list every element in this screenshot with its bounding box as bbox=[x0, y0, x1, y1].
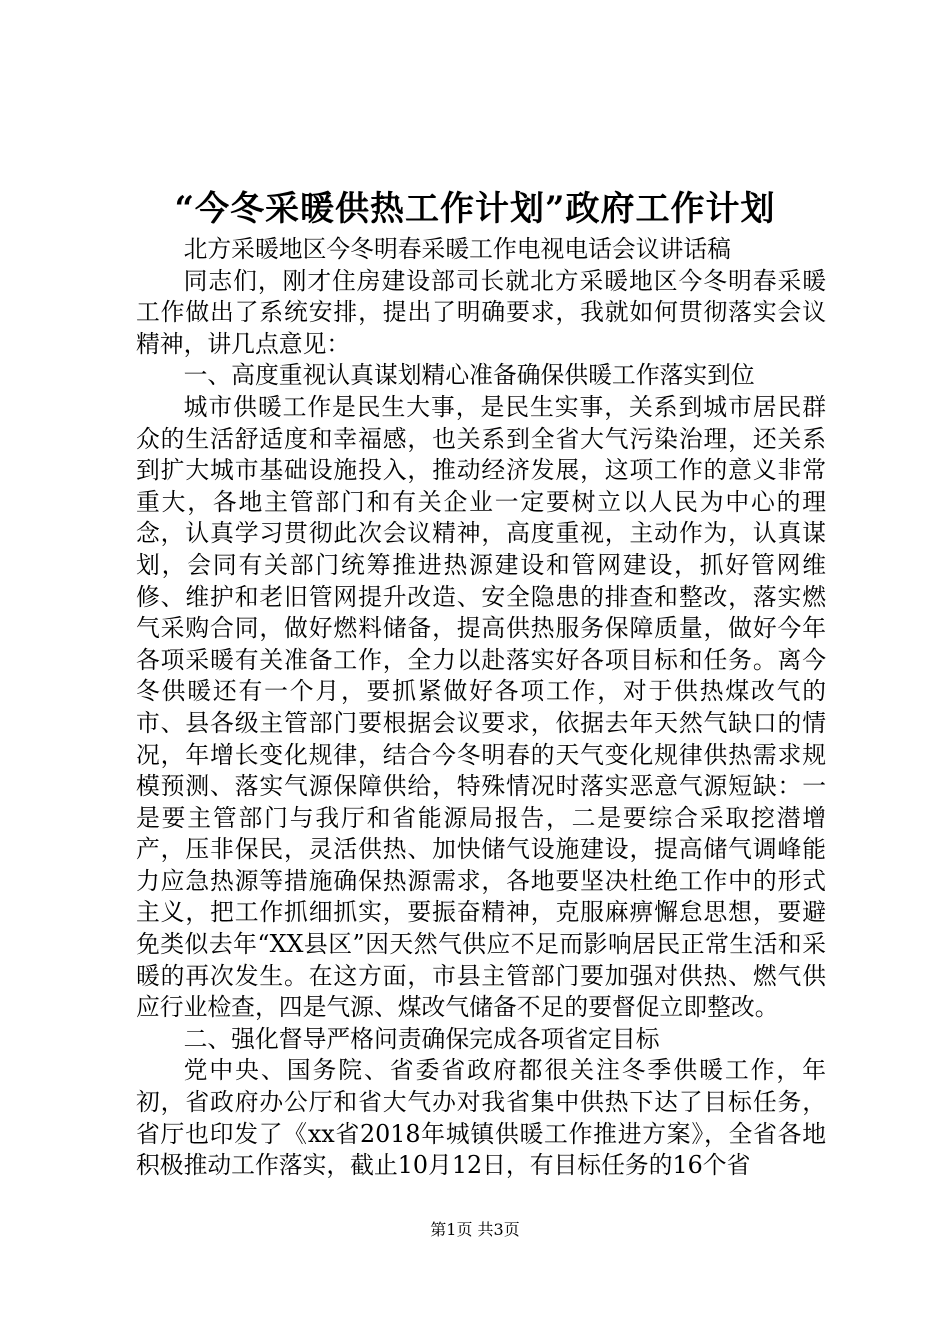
paragraph-greeting: 同志们，刚才住房建设部司长就北方采暖地区今冬明春采暖工作做出了系统安排，提出了明确要求，我就如何贯彻落实会议精神，讲几点意见： bbox=[136, 266, 826, 358]
paragraph-section-1: 城市供暖工作是民生大事，是民生实事，关系到城市居民群众的生活舒适度和幸福感，也关系到全省大气污染治理，还关系到扩大城市基础设施投入，推动经济发展，这项工作的意义非常重大，各地主管部门和有关企业一定要树立以人民为中心的理念，认真学习贯彻此次会议精神，高度重视，主动作为，认真谋划，会同有关部门统筹推进热源建设和管网建设，抓好管网维修、维护和老旧管网提升改造、安全隐患的排查和整改，落实燃气采购合同，做好燃料储备，提高供热服务保障质量，做好今年各项采暖有关准备工作，全力以赴落实好各项目标和任务。离今冬供暖还有一个月，要抓紧做好各项工作，对于供热煤改气的市、县各级主管部门要根据会议要求，依据去年天然气缺口的情况，年增长变化规律，结合今冬明春的天气变化规律供热需求规模预测、落实气源保障供给，特殊情况时落实恶意气源短缺：一是要主管部门与我厅和省能源局报告，二是要综合采取挖潜增产，压非保民，灵活供热、加快储气设施建设，提高储气调峰能力应急热源等措施确保热源需求，各地要坚决杜绝工作中的形式主义，把工作抓细抓实，要振奋精神，克服麻痹懈怠思想，要避免类似去年“XX县区”因天然气供应不足而影响居民正常生活和采暖的再次发生。在这方面，市县主管部门要加强对供热、燃气供应行业检查，四是气源、煤改气储备不足的要督促立即整改。 bbox=[136, 392, 826, 1022]
page-number: 第1页 共3页 bbox=[430, 1220, 520, 1239]
document-title: “今冬采暖供热工作计划”政府工作计划 bbox=[174, 189, 776, 229]
paragraph-section-2: 党中央、国务院、省委省政府都很关注冬季供暖工作，年初，省政府办公厅和省大气办对我省集中供热下达了目标任务，省厅也印发了《xx省2018年城镇供暖工作推进方案》，全省各地积极推动工作落实，截止10月12日，有目标任务的16个省 bbox=[136, 1056, 826, 1180]
document-body bbox=[136, 234, 826, 1182]
section-heading-1: 一、高度重视认真谋划精心准备确保供暖工作落实到位 bbox=[183, 361, 755, 390]
section-heading-2: 二、强化督导严格问责确保完成各项省定目标 bbox=[183, 1024, 660, 1053]
paragraph-subtitle: 北方采暖地区今冬明春采暖工作电视电话会议讲话稿 bbox=[183, 235, 731, 263]
